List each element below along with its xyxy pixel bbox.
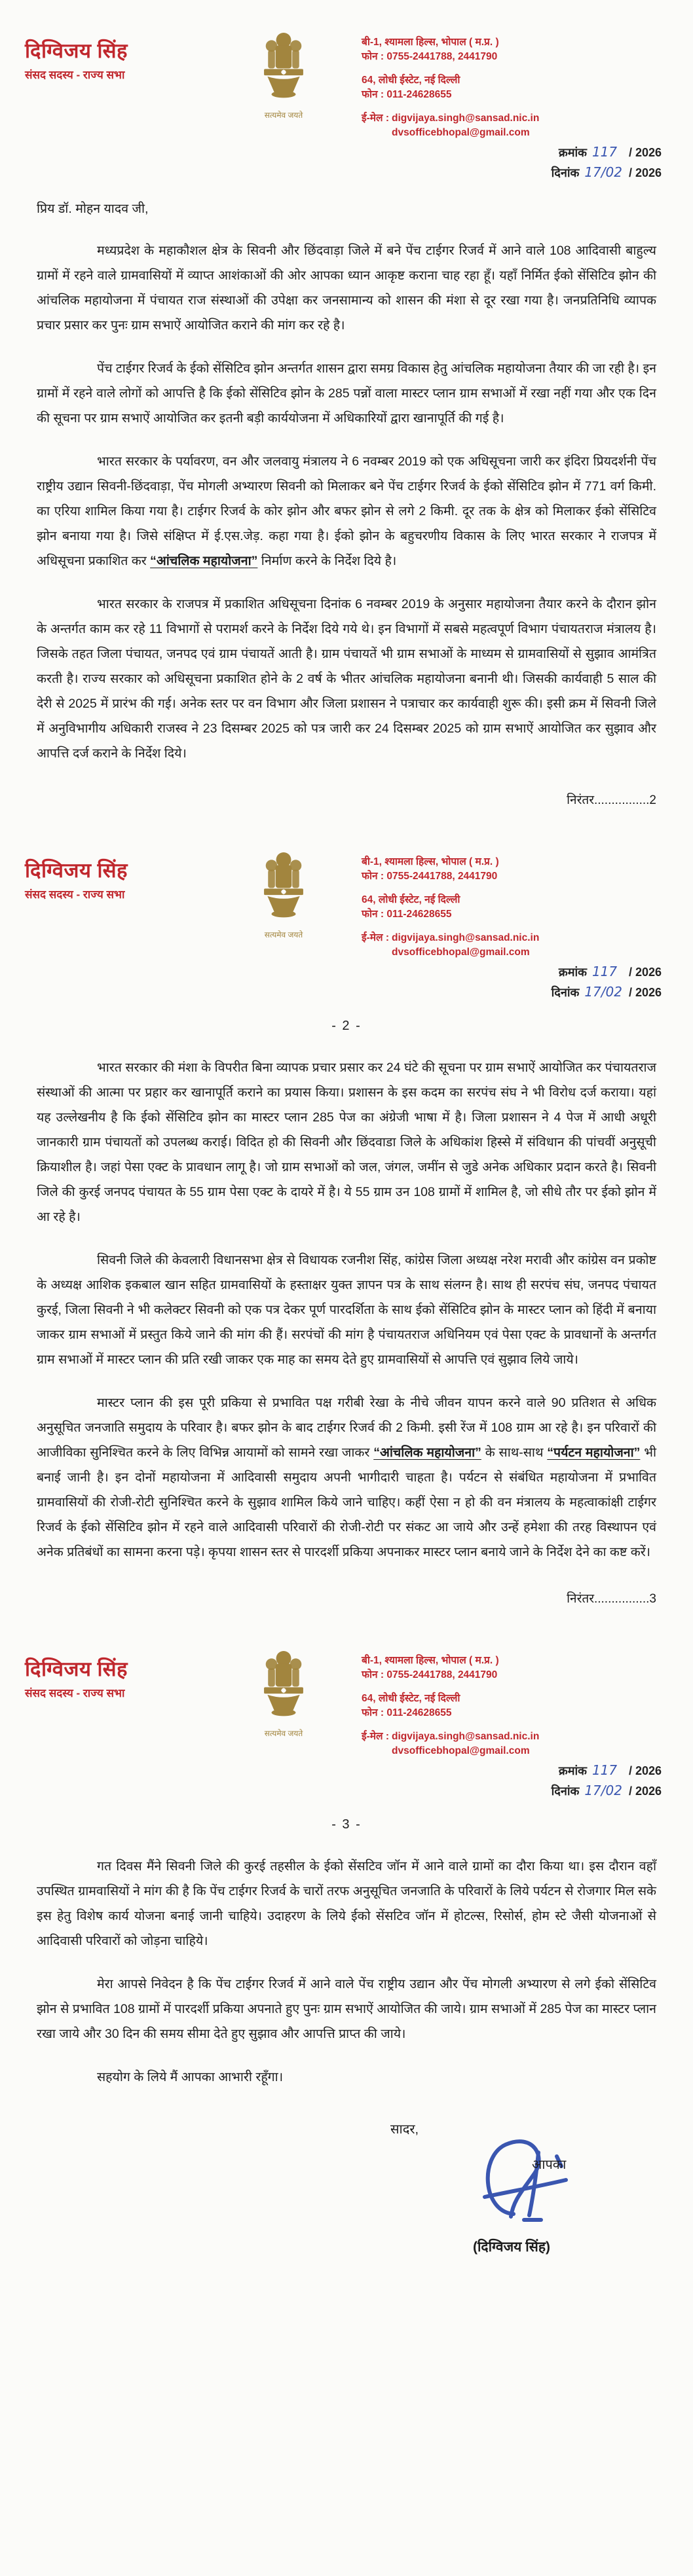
sender-designation: संसद सदस्य - राज्य सभा [25,68,125,81]
emblem-block [215,1644,352,1739]
paragraph-text: भी बनाई जानी है। इन दोनों महायोजना में आदिवासी समुदाय अपनी भागीदारी चाहता है। पर्यटन से संबंधित महायोजना में प्रभावित ग्रामवासियों की रोजी-रोटी सुनिश्चित करने के सुझाव शामिल किये जाने चाहिए। कहीं ऐसा न हो की वन मंत्रालय के महत्वाकांक्षी टाईगर रिजर्व के ईको सेंसिटिव झोन में रहने वाले आदिवासी परिवारों की रोजी-रोटी पर संकट आ जाये और उन्हें हमेशा की तरह विस्थापन एवं अनेक प्रतिबंधों का सामना करना पड़े। कृपया शासन स्तर से पारदर्शी प्रकिया अपनाकर मास्टर प्लान बनाये जाने के निर्देश देने का कष्ट करें। [37,1445,657,1559]
sender-block [25,26,215,82]
phone-delhi: फोन : 011-24628655 [362,1707,452,1719]
page-number: - 3 - [331,1817,362,1832]
email-sansad: digvijaya.singh@sansad.nic.in [392,1730,540,1742]
paragraph: गत दिवस मैंने सिवनी जिले की कुरई तहसील के ईको सेंसटिव जॉन में आने वाले ग्रामों का दौरा किया था। इस दौरान वहाँ उपस्थित ग्रामवासियों ने मांग की है कि पेंच टाईगर रिजर्व के चारों तरफ अनुसूचित जनजाति के परिवारों के लिये पर्यटन से रोजगार मिल सके इस हेतु विशेष कार्य योजना बनाई जानी चाहिये। उदाहरण के लिये ईको सेंसटिव जॉन में होटल्स, रिसोर्स, होम स्टे जैसी योजनाओं से आदिवासी परिवारों को जोड़ना चाहिये। [37,1859,656,1948]
email-gmail: dvsofficebhopal@gmail.com [392,127,530,139]
signature-yours: आपका [532,2158,567,2172]
address-delhi: 64, लोधी ईस्टेट, नई दिल्ली [362,74,460,86]
emphasized-title: “आंचलिक महायोजना” [373,1445,481,1460]
paragraph: सिवनी जिले की केवलारी विधानसभा क्षेत्र से विधायक रजनीश सिंह, कांग्रेस जिला अध्यक्ष नरेश मरावी और कांग्रेस वन प्रकोष्ट के अध्यक्ष आशिक इकबाल खान सहित ग्रामवासियों के हस्ताक्षर युक्त ज्ञापन पत्र के साथ संलग्न है। साथ ही सरपंच संघ, जनपद पंचायत कुरई, जिला सिवनी ने भी कलेक्टर सिवनी को एक पत्र देकर पूर्ण पारदर्शिता के साथ ईको सेंसिटिव झोन के मास्टर प्लान को हिंदी में बनाया जाकर ग्राम सभाओं में प्रस्तुत किये जाने की मांग की हैं। सरपंचों की मांग है पंचायतराज अधिनियम एवं पेसा एक्ट के प्रावधानों के अन्तर्गत ग्राम सभाओं में मास्टर प्लान की प्रति रखी जाकर एक माह का समय देते हुए ग्रामवासियों से आपत्ति एवं सुझाव लिये जाये। [37,1253,656,1367]
contact-block [352,26,671,182]
letter-body-2 [0,1006,693,1612]
email-label: ई-मेल : [362,1730,390,1742]
paragraph: मेरा आपसे निवेदन है कि पेंच टाईगर रिजर्व में आने वाले पेंच राष्ट्रीय उद्यान और पेंच मोगली अभ्यारण से लगे ईको सेंसिटिव झोन से प्रभावित 108 ग्रामों में पारदर्शी प्रकिया अपनाते हुए पुनः ग्राम सभाऐं आयोजित की जाये। ग्राम सभाओं में 285 पेज का मास्टर प्लान रखा जाये और 30 दिन की समय सीमा देते हुए सुझाव और आपत्ति प्राप्त की जाये। [37,1977,656,2041]
letter-page-3 [0,1618,693,2291]
continuation-note: निरंतर................3 [567,1592,656,1606]
paragraph: भारत सरकार के राजपत्र में प्रकाशित अधिसूचना दिनांक 6 नवम्बर 2019 के अनुसार महायोजना तैयार करने के दौरान झोन के अन्तर्गत काम कर रहे 11 विभागों से परामर्श करने के निर्देश दिये गये थे। इन विभागों में सबसे महत्वपूर्ण विभाग पंचायतराज मंत्रालय है। जिसके तहत जिला पंचायत, जनपद एवं ग्राम पंचायतें आती है। ग्राम पंचायतें भी ग्राम सभाओं के माध्यम से ग्रामवासियों से सुझाव आमंत्रित करती है। राज्य सरकार को अधिसूचना प्रकाशित होने के 2 वर्ष के भीतर आंचलिक महायोजना बनानी थी। जिसकी कार्यवाही 5 साल की देरी से 2025 में प्रारंभ की गई। अनेक स्तर पर वन विभाग और जिला प्रशासन ने पत्राचार कर कार्यवाही शुरू की। इसी क्रम में सिवनी जिले में अनुविभागीय अधिकारी राजस्व ने 23 दिसम्बर 2025 को पत्र जारी कर 24 दिसम्बर 2025 को ग्राम सभाऐं आयोजित कर सुझाव और आपत्ति दर्ज कराने के निर्देश दिये। [37,597,656,761]
serial-number-handwritten: 117 [591,1762,618,1778]
serial-row [362,962,671,981]
emblem-block [215,846,352,940]
serial-label: क्रमांक [558,1764,587,1777]
page-number: - 2 - [331,1019,362,1033]
serial-label: क्रमांक [558,145,587,159]
serial-number-handwritten: 117 [591,143,618,160]
date-year: / 2026 [628,166,662,179]
paragraph: भारत सरकार की मंशा के विपरीत बिना व्यापक प्रचार प्रसार कर 24 घंटे की सूचना पर ग्राम सभाऐं आयोजित कर पंचायतराज संस्थाओं की आत्मा पर प्रहार कर खानापूर्ति कराने का प्रयास किया। प्रशासन के इस कदम का सरपंच संघ ने भी विरोध दर्ज कराया। यहां यह उल्लेखनीय है कि ईको सेंसिटिव झोन का मास्टर प्लान 285 पेज का अंग्रेजी भाषा में है। जिला प्रशासन ने 4 पेज में आधी अधूरी जानकारी ग्राम पंचायतों को उपलब्ध कराई। विदित हो की सिवनी और छिंदवाडा जिले के अधिकांश हिस्से में संविधान की पांचवीं अनुसूची क्रियाशील है। जहां पेसा एक्ट के प्रावधान लागू है। जो ग्राम सभाओं को जल, जंगल, जमींन से जुडे अनेक अधिकार प्रदान करते है। सिवनी जिले की कुरई जनपद पंचायत के 55 ग्राम पेसा एक्ट के दायरे में है। ये 55 ग्राम उन 108 ग्रामों में शामिल है, जो सीधे तौर पर ईको झोन में आ रहे है। [37,1061,656,1224]
salutation: प्रिय डॉ. मोहन यादव जी, [37,202,149,216]
serial-label: क्रमांक [558,965,587,979]
ashoka-emblem-icon [255,27,312,105]
date-row [362,1781,671,1800]
letterhead [0,834,693,1006]
date-row [362,163,671,182]
contact-block [352,1644,671,1800]
phone-bhopal: फोन : 0755-2441788, 2441790 [362,871,498,882]
emphasized-title: “आंचलिक महायोजना” [150,554,258,568]
date-year: / 2026 [628,985,662,999]
emphasized-title: “पर्यटन महायोजना” [547,1445,641,1460]
address-bhopal: बी-1, श्यामला हिल्स, भोपाल ( म.प्र. ) [362,37,499,48]
address-delhi: 64, लोधी ईस्टेट, नई दिल्ली [362,1692,460,1704]
emblem-caption: सत्यमेव जयते [264,111,303,120]
date-year: / 2026 [628,1784,662,1798]
valediction: सादर, [390,2122,419,2137]
signature-icon [473,2134,597,2232]
ashoka-emblem-icon [255,1646,312,1723]
serial-year: / 2026 [628,965,662,979]
date-label: दिनांक [551,1784,580,1798]
address-bhopal: बी-1, श्यामला हिल्स, भोपाल ( म.प्र. ) [362,856,499,867]
sender-name: दिग्विजय सिंह [25,1658,128,1680]
date-handwritten: 17/02 [584,164,622,180]
email-label: ई-मेल : [362,112,390,124]
emblem-caption: सत्यमेव जयते [264,930,303,939]
letter-body-1 [0,186,693,813]
paragraph-text: के साथ-साथ [481,1445,548,1460]
date-label: दिनांक [551,985,580,999]
paragraph: मध्यप्रदेश के महाकौशल क्षेत्र के सिवनी और छिंदवाड़ा जिले में बने पेंच टाईगर रिजर्व में आने वाले 108 आदिवासी बाहुल्य ग्रामों में रहने वाले ग्रामवासियों में व्याप्त आशंकाओं की ओर आपका ध्यान आकृष्ट कराना चाह रहा हूँ। यहाँ निर्मित ईको सेंसिटिव झोन की आंचलिक महायोजना में पंचायत राज संस्थाओं की उपेक्षा कर जनसामान्य को शासन की मंशा से दूर रखा गया है। जनप्रतिनिधि व्यापक प्रचार प्रसार कर पुनः ग्राम सभाऐं आयोजित कराने की मांग कर रहे है। [37,244,656,333]
email-sansad: digvijaya.singh@sansad.nic.in [392,932,540,943]
letter-body-3 [0,1804,693,2090]
continuation-note: निरंतर................2 [567,793,656,807]
sender-designation: संसद सदस्य - राज्य सभा [25,1686,125,1699]
letter-page-2 [0,820,693,1612]
letter-page-1 [0,0,693,813]
signatory-name: (दिग्विजय सिंह) [473,2240,550,2255]
sender-designation: संसद सदस्य - राज्य सभा [25,888,125,901]
date-handwritten: 17/02 [584,1782,622,1798]
emblem-caption: सत्यमेव जयते [264,1729,303,1738]
phone-delhi: फोन : 011-24628655 [362,89,452,101]
serial-row [362,1761,671,1780]
sender-block [25,1644,215,1700]
email-row [362,931,671,960]
sender-name: दिग्विजय सिंह [25,859,128,882]
phone-bhopal: फोन : 0755-2441788, 2441790 [362,51,498,63]
contact-block [352,846,671,1002]
paragraph-text: भारत सरकार के पर्यावरण, वन और जलवायु मंत्रालय ने 6 नवम्बर 2019 को एक अधिसूचना जारी कर इंदिरा प्रियदर्शनी पेंच राष्ट्रीय उद्यान सिवनी-छिंदवाड़ा, पेंच मोगली अभ्यारण सिवनी को मिलाकर बने पेंच टाईगर रिजर्व के ईको सेंसिटिव झोन में 771 वर्ग किमी. का एरिया शामिल किया गया है। टाईगर रिजर्व के कोर झोन और बफर झोन से लगे 2 किमी. दूर तक के क्षेत्र को मिलाकर ईको सेंसिटिव झोन बनाया गया है। जिसे संक्षिप्त में ई.एस.जेड़. कहा गया है। ईको झोन के बहुचरणीय विकास के लिए भारत सरकार ने राजपत्र में अधिसूचना प्रकाशित कर [37,454,656,568]
email-label: ई-मेल : [362,932,390,943]
bottom-margin [0,2265,693,2291]
emblem-block [215,26,352,120]
email-row [362,111,671,141]
email-gmail: dvsofficebhopal@gmail.com [392,1745,530,1757]
paragraph [37,449,656,573]
paragraph-text: निर्माण करने के निर्देश दिये है। [257,554,397,568]
letterhead [0,14,693,186]
email-gmail: dvsofficebhopal@gmail.com [392,947,530,958]
date-row [362,983,671,1002]
signature-area [37,2108,656,2265]
sender-name: दिग्विजय सिंह [25,39,128,62]
letterhead [0,1633,693,1804]
signature-block [427,2134,630,2265]
serial-year: / 2026 [628,1764,662,1777]
phone-delhi: फोन : 011-24628655 [362,909,452,920]
serial-number-handwritten: 117 [591,963,618,979]
serial-year: / 2026 [628,145,662,159]
paragraph-text: मास्टर प्लान की इस पूरी प्रकिया से प्रभावित पक्ष गरीबी रेखा के नीचे जीवन यापन करने वाले 90 प्रतिशत से अधिक अनुसूचित जनजाति समुदाय के परिवार है। बफर झोन के बाद टाईगर रिजर्व की 2 किमी. इसी रेंज में 108 ग्राम आ रहे है। इन परिवारों की आजीविका सुनिश्चित करने के लिए विभिन्न आयामों को सामने रखा जाकर [37,1396,656,1460]
closing-line: सहयोग के लिये मैं आपका आभारी रहूँगा। [97,2070,284,2084]
ashoka-emblem-icon [255,847,312,924]
address-delhi: 64, लोधी ईस्टेट, नई दिल्ली [362,894,460,905]
serial-row [362,143,671,162]
email-sansad: digvijaya.singh@sansad.nic.in [392,112,540,124]
date-handwritten: 17/02 [584,983,622,1000]
date-label: दिनांक [551,166,580,179]
sender-block [25,846,215,901]
phone-bhopal: फोन : 0755-2441788, 2441790 [362,1669,498,1681]
paragraph [37,1390,656,1565]
email-row [362,1730,671,1759]
paragraph: पेंच टाईगर रिजर्व के ईको सेंसिटिव झोन अन्तर्गत शासन द्वारा समग्र विकास हेतु आंचलिक महायोजना तैयार की जा रही है। इन ग्रामों में रहने वाले लोगों को आपत्ति है कि ईको सेंसिटिव झोन के 285 पन्नों वाला मास्टर प्लान ग्राम सभाओं में रखा नहीं गया और एक दिन की सूचना पर ग्राम सभाऐं आयोजित कर इतनी बड़ी कार्ययोजना में अधिकारियों द्वारा खानापूर्ति की गई है। [37,361,656,426]
address-bhopal: बी-1, श्यामला हिल्स, भोपाल ( म.प्र. ) [362,1655,499,1666]
